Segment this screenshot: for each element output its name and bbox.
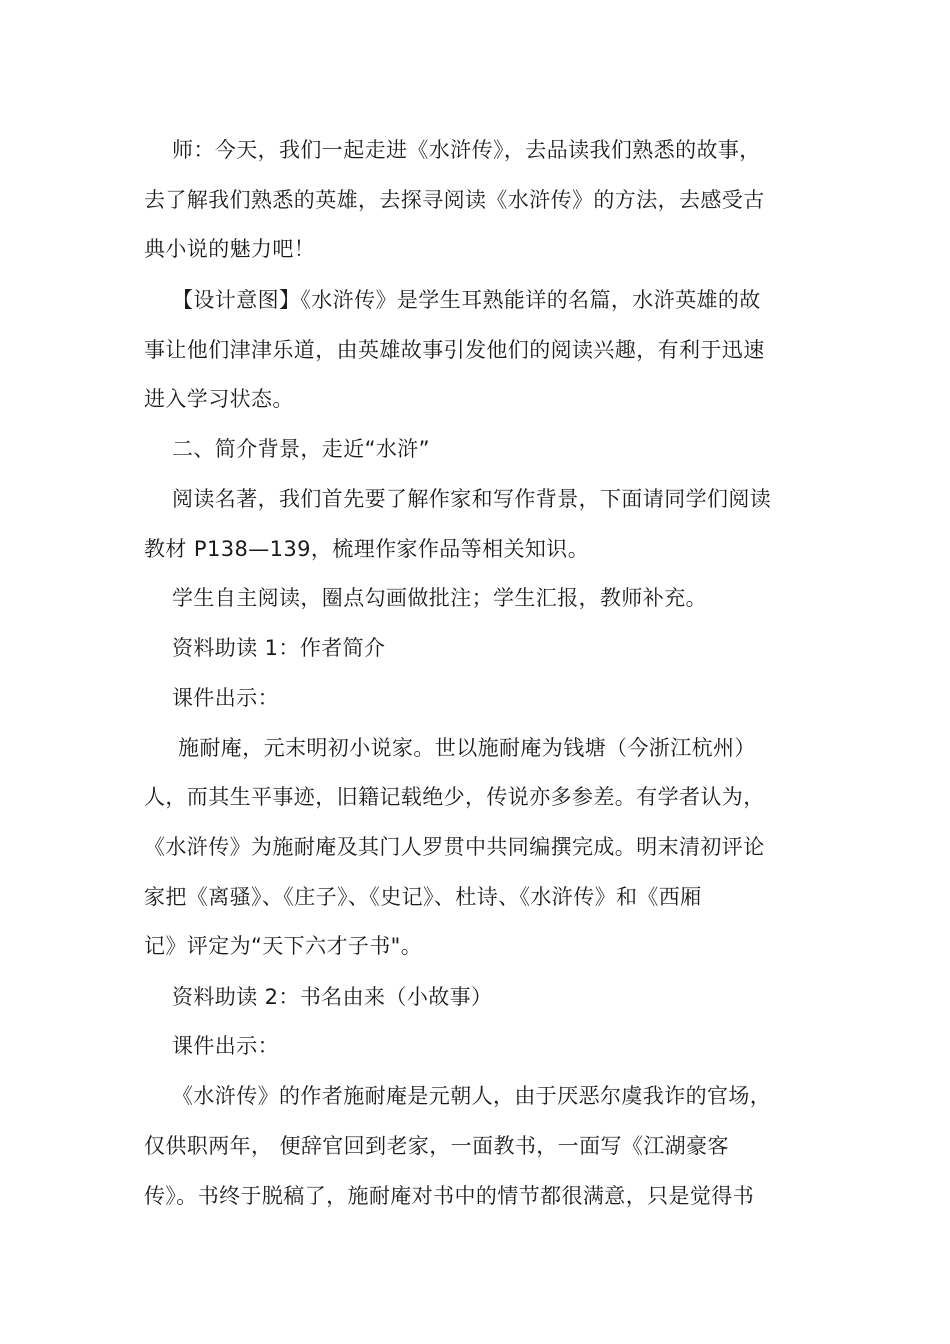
text-line: 资料助读 2：书名由来（小故事） [172, 985, 493, 1009]
text-line: 【设计意图】《水浒传》是学生耳熟能详的名篇，水浒英雄的故 [172, 288, 761, 312]
text-line: 记》评定为“天下六才子书"。 [144, 934, 423, 958]
text-line: 学生自主阅读，圈点勾画做批注；学生汇报，教师补充。 [172, 586, 707, 610]
text-line: 《水浒传》为施耐庵及其门人罗贯中共同编撰完成。明末清初评论 [144, 835, 765, 859]
text-line: 课件出示： [172, 686, 279, 710]
text-line: 事让他们津津乐道，由英雄故事引发他们的阅读兴趣，有利于迅速 [144, 338, 765, 362]
text-line: 师：今天，我们一起走进《水浒传》，去品读我们熟悉的故事， [172, 138, 761, 162]
text-line: 传》。书终于脱稿了，施耐庵对书中的情节都很满意，只是觉得书 [144, 1184, 755, 1208]
text-line: 课件出示： [172, 1034, 279, 1058]
section-heading: 二、简介背景，走近“水浒” [172, 437, 430, 461]
text-line: 《水浒传》的作者施耐庵是元朝人，由于厌恶尔虞我诈的官场， [172, 1084, 772, 1108]
text-line: 去了解我们熟悉的英雄，去探寻阅读《水浒传》的方法，去感受古 [144, 188, 765, 212]
text-line: 资料助读 1：作者简介 [172, 636, 386, 660]
text-line: 家把《离骚》、《庄子》、《史记》、杜诗、《水浒传》和《西厢 [144, 885, 702, 909]
text-line: 教材 P138—139，梳理作家作品等相关知识。 [144, 537, 590, 561]
text-line: 施耐庵，元末明初小说家。世以施耐庵为钱塘（今浙江杭州） [178, 736, 756, 760]
text-line: 阅读名著，我们首先要了解作家和写作背景，下面请同学们阅读 [172, 487, 772, 511]
text-line: 进入学习状态。 [144, 387, 294, 411]
text-line: 典小说的魅力吧！ [144, 237, 316, 261]
text-line: 人，而其生平事迹，旧籍记载绝少，传说亦多参差。有学者认为， [144, 785, 765, 809]
text-line: 仅供职两年， 便辞官回到老家，一面教书，一面写《江湖豪客 [144, 1134, 729, 1158]
